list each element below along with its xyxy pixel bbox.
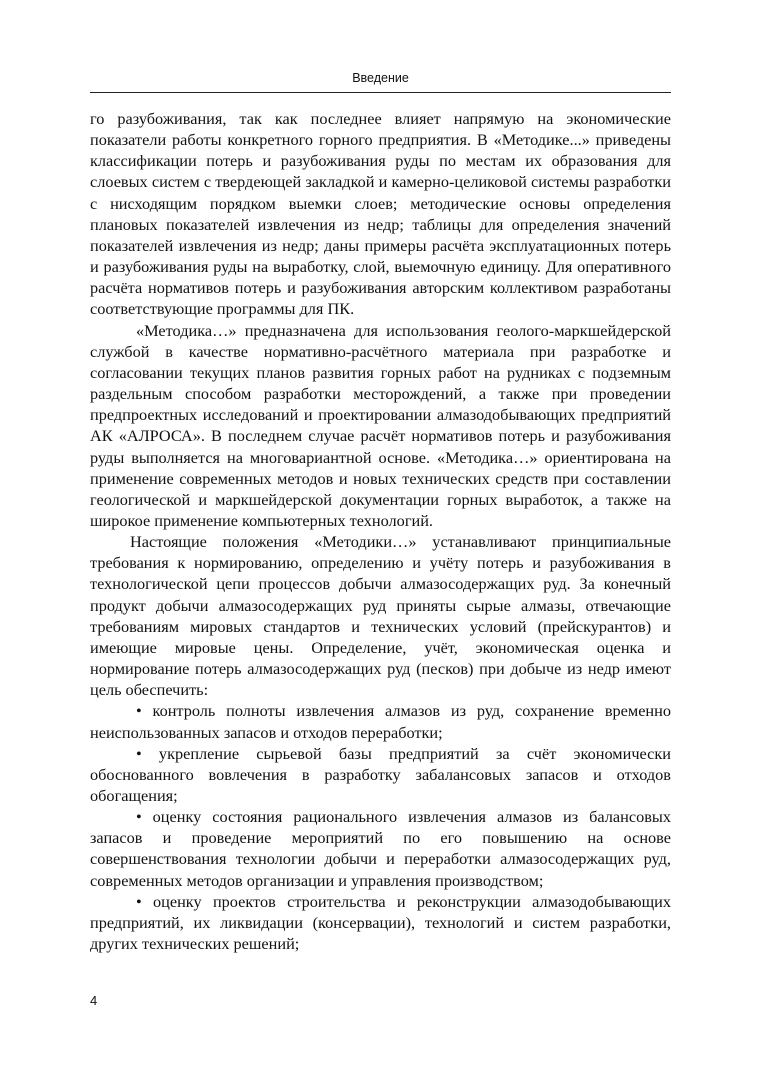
paragraph-methodology-provisions: Настоящие положения «Методики…» устанавливают принципиальные требования к нормированию, определению и учёту потерь и разубоживания в технологической цепи процессов добычи алмазосодержащих руд. За конечный продукт добычи алмазосодержащих руд приняты сырые алмазы, отвечающие требованиям мировых стандартов и технических условий (прейскурантов) и имеющие мировые цены. Определение, учёт, экономическая оценка и нормирование потерь алмазосодержащих руд (песков) при добыче из недр имеют цель обеспечить:: [90, 532, 671, 700]
list-item-bullet: • оценку состояния рационального извлечения алмазов из балансовых запасов и проведение мероприятий по его повышению на основе совершенствования технологии добычи и переработки алмазосодержащих руд, современных методов организации и управления производством;: [90, 807, 671, 890]
list-item-bullet: • укрепление сырьевой базы предприятий за счёт экономически обоснованного вовлечения в разработку забалансовых запасов и отходов обогащения;: [90, 743, 671, 805]
paragraph-continuation: го разубоживания, так как последнее влияет напрямую на экономические показатели работы конкретного горного предприятия. В «Методике...» приведены классификации потерь и разубоживания руды по местам их образования для слоевых систем с твердеющей закладкой и камерно-целиковой системы разработки с нисходящим порядком выемки слоев; методические основы определения плановых показателей извлечения из недр; таблицы для определения значений показателей извлечения из недр; даны примеры расчёта эксплуатационных потерь и разубоживания руды на выработку, слой, выемочную единицу. Для оперативного расчёта нормативов потерь и разубоживания авторским коллективом разработаны соответствующие программы для ПК.: [90, 109, 671, 319]
running-head: Введение: [352, 71, 409, 85]
body-text: [90, 108, 671, 954]
page-number: 4: [90, 993, 98, 1008]
list-item-bullet: • контроль полноты извлечения алмазов из руд, сохранение временно неиспользованных запасов и отходов переработки;: [90, 701, 671, 742]
header-rule: [90, 92, 671, 93]
paragraph-methodology-purpose: «Методика…» предназначена для использования геолого-маркшейдерской службой в качестве нормативно-расчётного материала при разработке и согласовании текущих планов развития горных работ на рудниках с подземным раздельным способом разработки месторождений, а также при проведении предпроектных исследований и проектировании алмазодобывающих предприятий АК «АЛРОСА». В последнем случае расчёт нормативов потерь и разубоживания руды выполняется на многовариантной основе. «Методика…» ориентирована на применение современных методов и новых технических средств при составлении геологической и маркшейдерской документации горных выработок, а также на широкое применение компьютерных технологий.: [90, 320, 671, 530]
list-item-bullet: • оценку проектов строительства и реконструкции алмазодобывающих предприятий, их ликвидации (консервации), технологий и систем разработки, других технических решений;: [90, 891, 671, 954]
